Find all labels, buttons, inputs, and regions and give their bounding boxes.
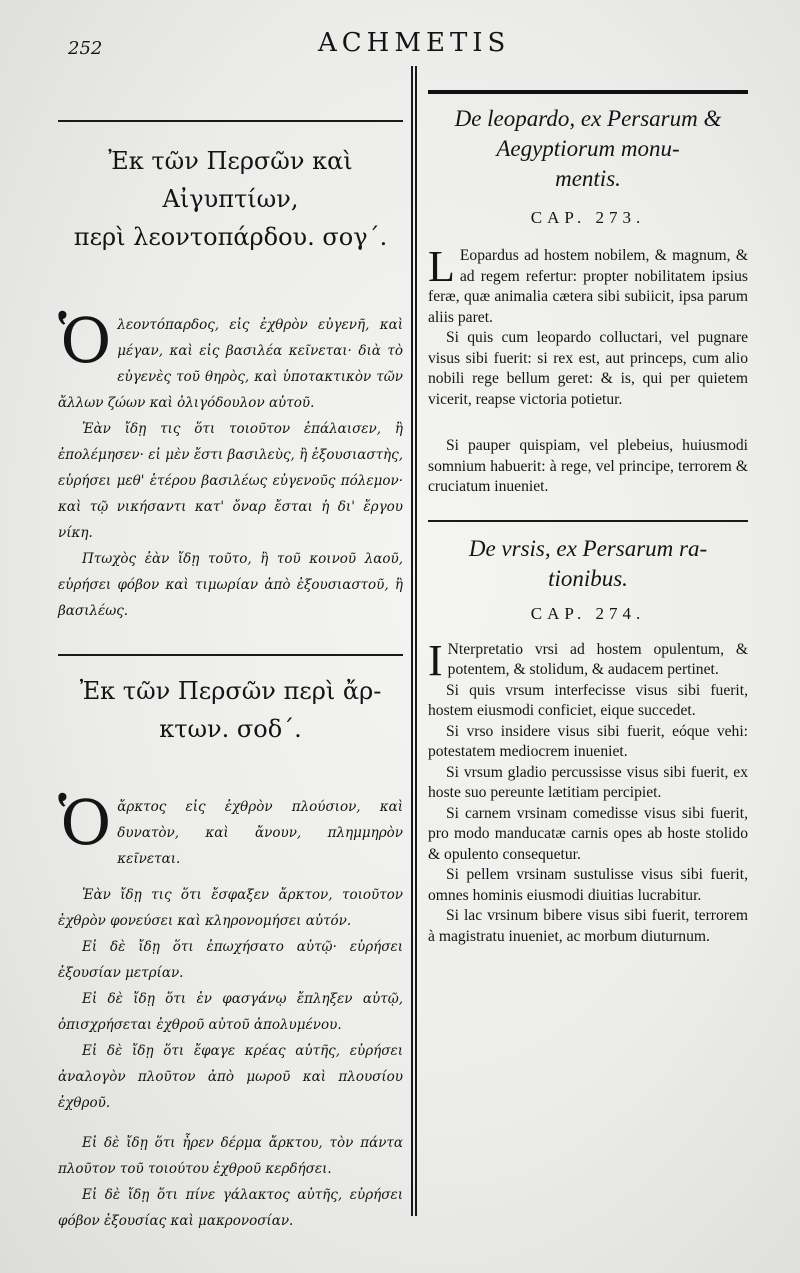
chapter-label-273: CAP. 273.	[530, 208, 646, 227]
greek-para-273-1: Ὁλεοντόπαρδος, εἰς ἐχθρὸν εὐγενῆ, καὶ μέγαν, καὶ εἰς βασιλέα κεῖνεται· διὰ τὸ εὐγενὲς τοῦ θηρὸς, καὶ ὑποτακτικὸν τῶν ἄλλων ζώων καὶ ὀλιγόδουλον αὐτοῦ.	[58, 304, 403, 411]
greek-column	[58, 66, 403, 1234]
latin-para-273-1: L Eopardus ad hostem nobilem, & magnum, & ad regem refertur: propter nobilitatem ipsius feræ, quæ animalia cætera sibi subiicit, ipsa parum aliis paret.	[428, 242, 748, 326]
greek-heading-273-line2: περὶ λεοντοπάρδου. σογ΄.	[73, 223, 388, 251]
latin-title-274-line2: tionibus.	[548, 565, 628, 591]
latin-para-274-4: Si vrsum gladio percussisse visus sibi fuerit, ex hoste suo pereunte lætitiam percipiet.	[428, 763, 748, 801]
latin-para-273-3: Si pauper quispiam, vel plebeius, huiusmodi somnium habuerit: à rege, vel principe, terrorem & cruciatum inueniet.	[428, 437, 748, 495]
drop-cap: L	[428, 242, 455, 291]
page-header	[0, 28, 800, 58]
latin-para-274-7: Si lac vrsinum bibere visus sibi fuerit, terrorem à magistratu inueniet, ac morbum diuturnum.	[428, 907, 748, 945]
running-title: ACHMETIS	[318, 28, 511, 58]
drop-cap: I	[428, 635, 443, 685]
latin-title-273-line2: Aegyptiorum monu-	[496, 136, 680, 161]
greek-para-274-5: Εἰ δὲ ἴδῃ ὅτι ἔφαγε κρέας αὐτῆς, εὑρήσει ἀναλογὸν πλοῦτον ἀπὸ μωροῦ καὶ πλουσίου ἐχθροῦ.	[58, 1043, 403, 1111]
greek-para-273-2: Ἐὰν ἴδῃ τις ὅτι τοιοῦτον ἐπάλαισεν, ἢ ἐπολέμησεν· εἰ μὲν ἔστι βασιλεὺς, ἢ ἐξουσιαστὴς, εὑρήσει μεθ' ἑτέρου βασιλέως εὐγενοῦς πόλεμον· καὶ τῷ νικήσαντι κατ' ὄναρ ἔσται ἡ δι' ἔργου νίκη.	[58, 421, 403, 541]
latin-para-274-6: Si pellem vrsinam sustulisse visus sibi fuerit, omnes hominis eiusmodi diuitias lucrabitur.	[428, 866, 748, 904]
drop-cap: Ὁ	[58, 786, 112, 859]
page-number: 252	[68, 38, 103, 59]
latin-para-274-2: Si quis vrsum interfecisse visus sibi fuerit, hostem eiusmodi conficiet, eique succedet.	[428, 681, 748, 719]
greek-para-274-1: Ὁἄρκτος εἰς ἐχθρὸν πλούσιον, καὶ δυνατὸν, καὶ ἄνουν, πλημμηρὸν κεῖνεται.	[58, 786, 403, 867]
latin-para-274-1: I Nterpretatio vrsi ad hostem opulentum, & potentem, & stolidum, & audacem pertinet.	[428, 635, 748, 685]
chapter-label-274: CAP. 274.	[530, 603, 646, 623]
greek-heading-273-line1: Ἐκ τῶν Περσῶν καὶ Αἰγυπτίων,	[108, 147, 353, 213]
greek-para-274-3: Εἰ δὲ ἴδῃ ὅτι ἐπωχήσατο αὐτῷ· εὑρήσει ἐξουσίαν μετρίαν.	[58, 939, 403, 981]
greek-para-274-2: Ἐὰν ἴδῃ τις ὅτι ἔσφαξεν ἄρκτον, τοιοῦτον ἐχθρὸν φονεύσει καὶ κληρονομήσει αὐτόν.	[58, 887, 403, 929]
greek-para-273-3: Πτωχὸς ἐὰν ἴδῃ τοῦτο, ἢ τοῦ κοινοῦ λαοῦ, εὑρήσει φόβον καὶ τιμωρίαν ἀπὸ ἐξουσιαστοῦ, ἢ βασιλέως.	[58, 551, 403, 619]
latin-title-273-line1: De leopardo, ex Persarum &	[454, 106, 722, 131]
latin-para-274-5: Si carnem vrsinam comedisse visus sibi fuerit, pro modo manducatæ carnis opes ab hoste stolido & opulento consequetur.	[428, 804, 748, 863]
greek-heading-274-line2: κτων. σοδ΄.	[159, 715, 302, 743]
latin-title-273-line3: mentis.	[555, 166, 621, 191]
greek-heading-274-line1: Ἐκ τῶν Περσῶν περὶ ἄρ-	[79, 677, 382, 705]
greek-para-274-6: Εἰ δὲ ἴδῃ ὅτι ἦρεν δέρμα ἄρκτου, τὸν πάντα πλοῦτον τοῦ τοιούτου ἐχθροῦ κερδήσει.	[58, 1135, 403, 1177]
latin-column	[428, 66, 748, 947]
column-divider	[411, 66, 417, 1216]
latin-para-274-3: Si vrso insidere visus sibi fuerit, eóque vehi: potestatem mediocrem inueniet.	[428, 722, 748, 760]
greek-para-274-4: Εἰ δὲ ἴδῃ ὅτι ἐν φασγάνῳ ἔπληξεν αὐτῷ, ὀπισχρήσεται ἐχθροῦ αὐτοῦ ἀπολυμένου.	[58, 991, 403, 1033]
drop-cap: Ὁ	[58, 304, 112, 377]
greek-para-274-7: Εἰ δὲ ἴδῃ ὅτι πίνε γάλακτος αὐτῆς, εὑρήσει φόβον ἐξουσίας καὶ μακρονοσίαν.	[58, 1187, 403, 1229]
latin-para-273-2: Si quis cum leopardo colluctari, vel pugnare visus sibi fuerit: si rex est, aut princeps, cum alio nobili rege bellum geret: & is, qui per quietem vicerit, reapse victoria potietur.	[428, 329, 748, 408]
latin-title-274-line1: De vrsis, ex Persarum ra-	[468, 535, 708, 561]
